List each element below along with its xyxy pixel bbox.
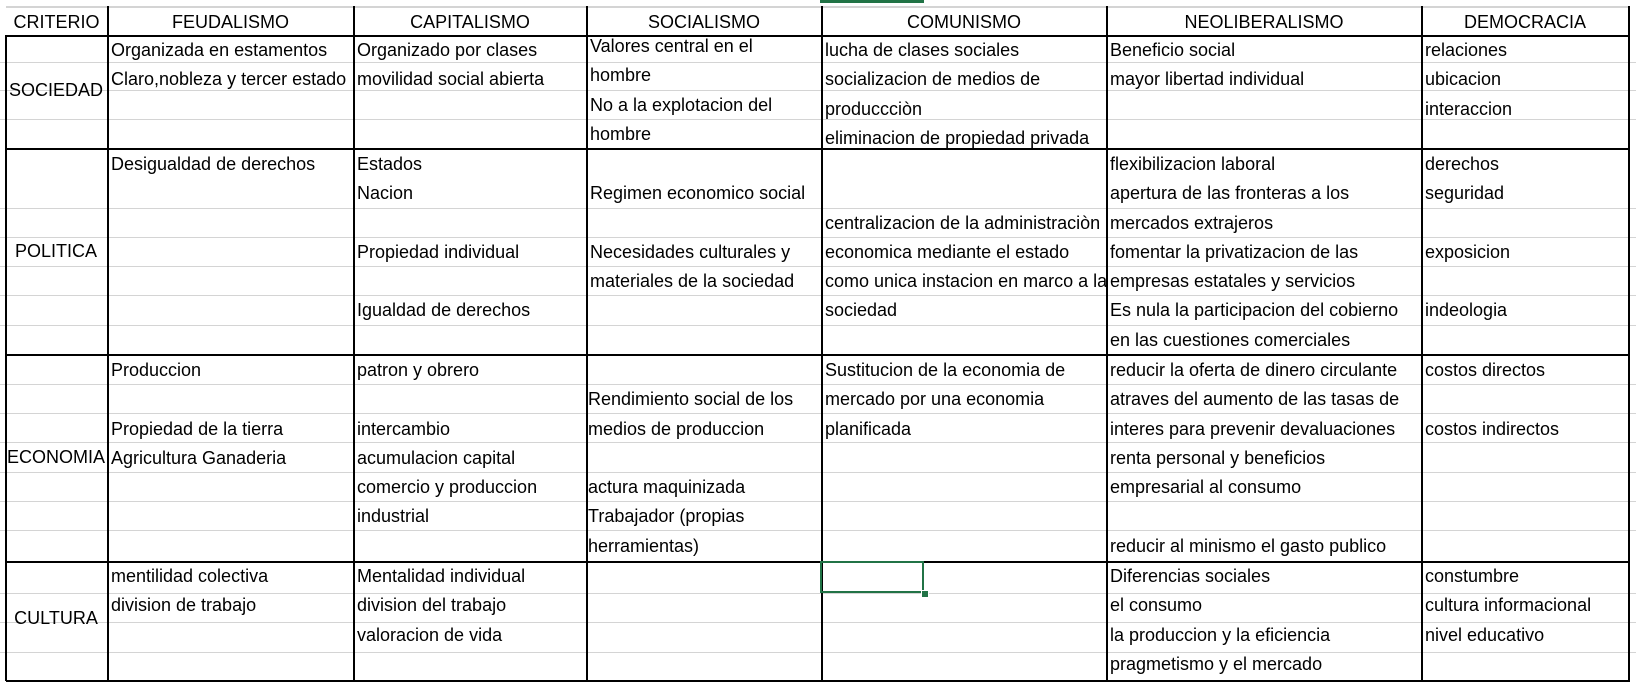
cell-line: materiales de la sociedad [590, 271, 795, 292]
cell-line [1425, 385, 1559, 414]
cell-cultura-socialismo[interactable] [590, 562, 818, 678]
cell-line: planificada [825, 418, 912, 439]
cell-line: Claro,nobleza y tercer estado [111, 69, 347, 90]
cell-line: Necesidades culturales y [590, 241, 791, 262]
cell-line: Regimen economico social [590, 183, 806, 204]
cell-line: el consumo [1110, 595, 1203, 616]
column-selection-indicator [820, 0, 924, 3]
cell-line: mercado por una economia [825, 389, 1045, 410]
cell-sociedad-democracia[interactable] [1425, 36, 1512, 124]
cell-line: atraves del aumento de las tasas de [1110, 389, 1400, 410]
cell-line: Sustitucion de la economia de [825, 360, 1066, 380]
cell-line: sociedad [825, 300, 898, 321]
header-comunismo[interactable]: COMUNISMO [907, 12, 1021, 32]
cell-politica-capitalismo[interactable] [357, 150, 530, 326]
cell-line: como unica instacion en marco a la [825, 271, 1108, 292]
cell-line: relaciones [1425, 40, 1508, 60]
cell-line: indeologia [1425, 300, 1508, 321]
cell-line: lucha de clases sociales [825, 40, 1020, 60]
cell-line: Es nula la participacion del cobierno [1110, 300, 1399, 321]
cell-cultura-democracia[interactable] [1425, 562, 1591, 650]
cell-line: constumbre [1425, 566, 1520, 586]
cell-sociedad-neoliberalismo[interactable] [1110, 36, 1304, 95]
cell-line: fomentar la privatizacion de las [1110, 241, 1359, 262]
cell-line: mayor libertad individual [1110, 69, 1305, 90]
active-cell-selection[interactable] [820, 561, 924, 593]
cell-line: industrial [357, 506, 430, 527]
cell-line: patron y obrero [357, 360, 480, 380]
cell-cultura-feudalismo[interactable] [111, 562, 268, 621]
cell-line: hombre [590, 65, 652, 86]
cell-economia-capitalismo[interactable] [357, 356, 537, 532]
header-neoliberalismo[interactable]: NEOLIBERALISMO [1184, 12, 1344, 32]
cell-line: Beneficio social [1110, 40, 1236, 60]
cell-line: movilidad social abierta [357, 69, 545, 90]
cell-line: nivel educativo [1425, 624, 1545, 645]
cell-politica-feudalismo[interactable] [111, 150, 315, 179]
cell-economia-comunismo[interactable] [825, 356, 1065, 444]
cell-sociedad-capitalismo[interactable] [357, 36, 544, 95]
row-label-politica[interactable]: POLITICA [14, 241, 98, 261]
cell-politica-comunismo[interactable] [825, 150, 1107, 326]
cell-line: valoracion de vida [357, 624, 503, 645]
cell-line: herramientas) [588, 535, 700, 556]
cell-line: ubicacion [1425, 69, 1502, 90]
cell-line [111, 385, 286, 414]
header-feudalismo[interactable]: FEUDALISMO [171, 12, 290, 32]
cell-line: Propiedad individual [357, 241, 520, 262]
cell-line: reducir la oferta de dinero circulante [1110, 360, 1398, 380]
cell-line: Trabajador (propias [588, 506, 745, 527]
cell-line [1425, 267, 1510, 296]
cell-line [357, 385, 537, 414]
cell-politica-democracia[interactable] [1425, 150, 1510, 326]
cell-sociedad-socialismo[interactable] [590, 32, 772, 149]
cell-line: Desigualdad de derechos [111, 154, 316, 174]
cell-line: produccciòn [825, 98, 923, 119]
cell-line: derechos [1425, 154, 1500, 174]
cell-line [357, 209, 530, 238]
fill-handle[interactable] [921, 590, 929, 598]
header-democracia[interactable]: DEMOCRACIA [1463, 12, 1586, 32]
cell-cultura-neoliberalismo[interactable] [1110, 562, 1330, 679]
cell-line [357, 267, 530, 296]
cell-line: en las cuestiones comerciales [1110, 329, 1351, 350]
cell-line [588, 444, 793, 473]
cell-line: mentilidad colectiva [111, 566, 269, 586]
cell-line: eliminacion de propiedad privada [825, 127, 1090, 148]
cell-line [825, 179, 1107, 208]
cell-line [590, 209, 805, 238]
cell-line: la produccion y la eficiencia [1110, 624, 1331, 645]
cell-economia-neoliberalismo[interactable] [1110, 356, 1399, 561]
cell-economia-feudalismo[interactable] [111, 356, 286, 473]
cell-sociedad-comunismo[interactable] [825, 36, 1089, 153]
header-socialismo[interactable]: SOCIALISMO [647, 12, 761, 32]
cell-line: apertura de las fronteras a los [1110, 183, 1350, 204]
cell-line: hombre [590, 123, 652, 144]
cell-line: interaccion [1425, 98, 1513, 119]
cell-line: Organizado por clases [357, 40, 538, 60]
cell-economia-democracia[interactable] [1425, 356, 1559, 444]
header-capitalismo[interactable]: CAPITALISMO [410, 12, 530, 32]
cell-line: Nacion [357, 183, 414, 204]
cell-line: costos directos [1425, 360, 1546, 380]
cell-sociedad-feudalismo[interactable] [111, 36, 346, 95]
cell-line: socializacion de medios de [825, 69, 1041, 90]
cell-line: division de trabajo [111, 595, 257, 616]
row-label-sociedad[interactable]: SOCIEDAD [8, 80, 104, 100]
cell-cultura-capitalismo[interactable] [357, 562, 525, 650]
cell-line [1425, 209, 1510, 238]
cell-line [825, 150, 1107, 179]
cell-line: mercados extrajeros [1110, 212, 1274, 233]
cell-line: division del trabajo [357, 595, 507, 616]
cell-line: Rendimiento social de los [588, 389, 794, 410]
cell-line: economica mediante el estado [825, 241, 1070, 262]
cell-line: renta personal y beneficios [1110, 447, 1326, 468]
cell-line: Igualdad de derechos [357, 300, 531, 321]
cell-politica-socialismo[interactable] [590, 150, 805, 296]
cell-politica-neoliberalismo[interactable] [1110, 150, 1398, 355]
cell-line: reducir al minismo el gasto publico [1110, 535, 1387, 556]
cell-line: Agricultura Ganaderia [111, 447, 287, 468]
cell-line: Organizada en estamentos [111, 40, 328, 60]
cell-line: exposicion [1425, 241, 1511, 262]
cell-line: intercambio [357, 418, 451, 439]
cell-line: empresas estatales y servicios [1110, 271, 1356, 292]
cell-line: centralizacion de la administraciòn [825, 212, 1101, 233]
cell-line: empresarial al consumo [1110, 477, 1302, 498]
cell-line: comercio y produccion [357, 477, 538, 498]
cell-line: pragmetismo y el mercado [1110, 653, 1323, 674]
cell-line: Valores central en el [590, 36, 753, 56]
cell-economia-socialismo[interactable] [588, 356, 793, 561]
cell-line [588, 356, 793, 385]
cell-line: acumulacion capital [357, 447, 516, 468]
row-label-cultura[interactable]: CULTURA [14, 608, 98, 628]
cell-line: Produccion [111, 360, 202, 380]
row-label-economia[interactable]: ECONOMIA [6, 447, 105, 467]
cell-line [590, 150, 805, 179]
cell-line: Diferencias sociales [1110, 566, 1271, 586]
cell-line: costos indirectos [1425, 418, 1560, 439]
cell-line: Propiedad de la tierra [111, 418, 284, 439]
cell-line: interes para prevenir devaluaciones [1110, 418, 1396, 439]
cell-line: No a la explotacion del [590, 94, 773, 115]
header-criterio[interactable]: CRITERIO [13, 12, 100, 32]
cell-line: cultura informacional [1425, 595, 1592, 616]
cell-line: Mentalidad individual [357, 566, 526, 586]
cell-line: medios de produccion [588, 418, 765, 439]
cell-line: seguridad [1425, 183, 1505, 204]
cell-line: flexibilizacion laboral [1110, 154, 1276, 174]
cell-line: actura maquinizada [588, 477, 746, 498]
cell-line [1110, 502, 1399, 531]
cell-line: Estados [357, 154, 423, 174]
